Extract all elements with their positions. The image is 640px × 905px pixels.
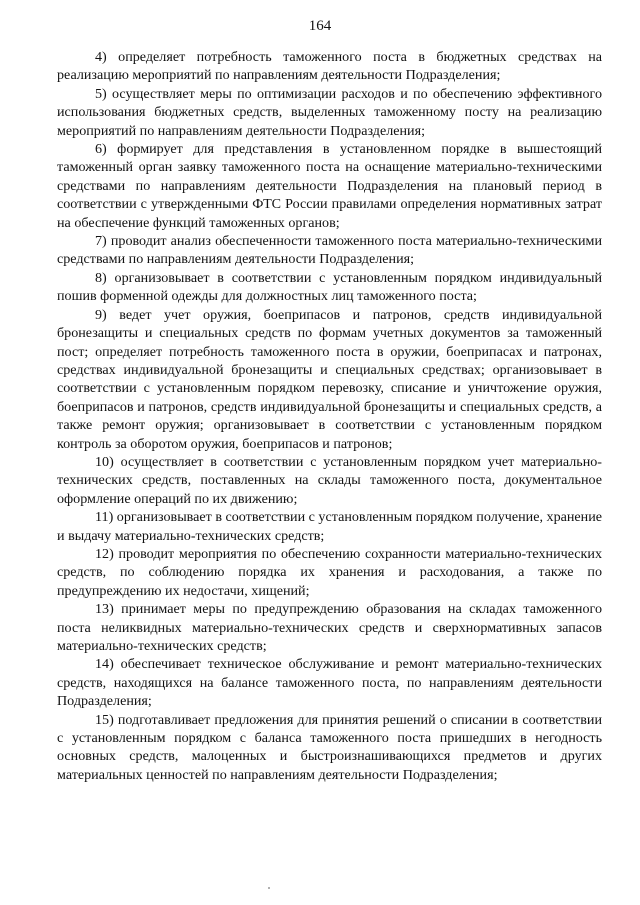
paragraph-item-5: 5) осуществляет меры по оптимизации расходов и по обеспечению эффективного использования бюджетных средств, выделенных таможенному посту на реализацию мероприятий по направлениям деятельности Подразделения; <box>57 85 602 139</box>
paragraph-item-15: 15) подготавливает предложения для принятия решений о списании в соответствии с установленным порядком с баланса таможенного поста пришедших в негодность основных средств, малоценных и быстроизнашивающихся предметов и других материальных ценностей по направлениям деятельности Подразделения; <box>57 711 602 783</box>
paragraph-item-14: 14) обеспечивает техническое обслуживание и ремонт материально-технических средств, находящихся на балансе таможенного поста, по направлениям деятельности Подразделения; <box>57 656 602 710</box>
paragraph-item-4: 4) определяет потребность таможенного поста в бюджетных средствах на реализацию мероприятий по направлениям деятельности Подразделения; <box>57 49 602 84</box>
paragraph-item-13: 13) принимает меры по предупреждению образования на складах таможенного поста неликвидных материально-технических средств и сверхнормативных запасов материально-технических средств; <box>57 601 602 654</box>
paragraph-item-7: 7) проводит анализ обеспеченности таможенного поста материально-техническими средствами по направлениям деятельности Подразделения; <box>57 233 602 268</box>
scan-speck <box>268 887 270 889</box>
paragraph-item-6: 6) формирует для представления в установленном порядке в вышестоящий таможенный орган заявку таможенного поста на оснащение материально-техническими средствами по направлениям деятельности Подразделения на плановый период в соответствии с утвержденными ФТС России правилами определения нормативных затрат на обеспечение функций таможенных органов; <box>57 141 602 231</box>
page-number: 164 <box>308 18 332 34</box>
document-body <box>57 48 602 784</box>
paragraph-item-9: 9) ведет учет оружия, боеприпасов и патронов, средств индивидуальной бронезащиты и специальных средств по формам учетных документов за таможенный пост; определяет потребность таможенного поста в оружии, боеприпасах и патронах, средствах индивидуальной бронезащиты и специальных средствах; организовывает в соответствии с установленным порядком перевозку, списание и уничтожение оружия, боеприпасов и патронов, средств индивидуальной бронезащиты и специальных средств, а также ремонт оружия; организовывает в соответствии с установленным порядком контроль за оборотом оружия, боеприпасов и патронов; <box>57 306 602 452</box>
paragraph-item-8: 8) организовывает в соответствии с установленным порядком индивидуальный пошив форменной одежды для должностных лиц таможенного поста; <box>57 269 602 305</box>
paragraph-item-10: 10) осуществляет в соответствии с установленным порядком учет материально-технических средств, поставленных на склады таможенного поста, документальное оформление операций по их движению; <box>57 453 602 507</box>
paragraph-item-11: 11) организовывает в соответствии с установленным порядком получение, хранение и выдачу материально-технических средств; <box>57 509 603 544</box>
paragraph-item-12: 12) проводит мероприятия по обеспечению сохранности материально-технических средств, по соблюдению порядка их хранения и расходования, а также по предупреждению их недостачи, хищений; <box>57 545 602 599</box>
